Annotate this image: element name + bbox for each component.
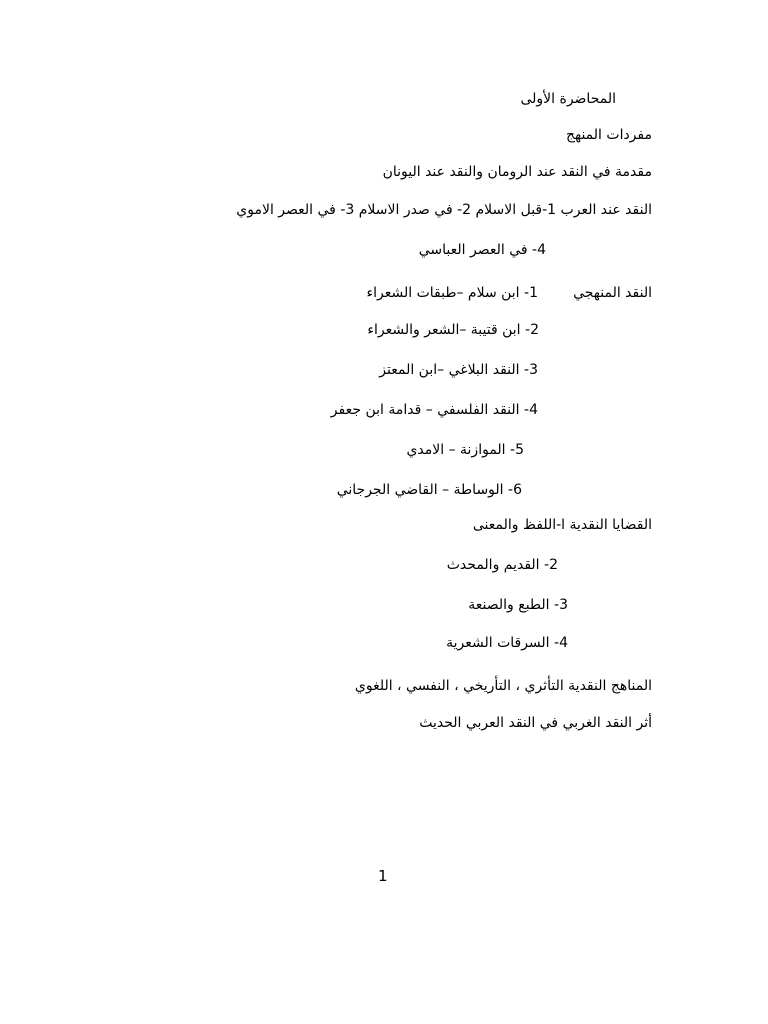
arab-criticism-line: النقد عند العرب 1-قبل الاسلام 2- في صدر الاسلام 3- في العصر الاموي bbox=[236, 202, 652, 218]
critical-approaches-line: المناهج النقدية التأثري ، التأريخي ، النفسي ، اللغوي bbox=[354, 678, 652, 694]
methodical-criticism-label: النقد المنهجي bbox=[573, 285, 652, 301]
methodical-item: 2- ابن قتيبة –الشعر والشعراء bbox=[367, 322, 539, 338]
methodical-item: 4- النقد الفلسفي – قدامة ابن جعفر bbox=[330, 402, 538, 418]
western-impact-line: أثر النقد الغربي في النقد العربي الحديث bbox=[419, 715, 652, 731]
arab-criticism-abbasid: 4- في العصر العباسي bbox=[418, 242, 546, 258]
methodical-item: 5- الموازنة – الامدي bbox=[406, 442, 524, 458]
critical-issue-item: 2- القديم والمحدث bbox=[446, 557, 558, 573]
lecture-title: المحاضرة الأولى bbox=[520, 91, 616, 107]
syllabus-heading: مفردات المنهج bbox=[565, 127, 652, 143]
critical-issue-item: 4- السرقات الشعرية bbox=[446, 635, 568, 651]
methodical-item: 3- النقد البلاغي –ابن المعتز bbox=[379, 362, 538, 378]
methodical-item: 1- ابن سلام –طبقات الشعراء bbox=[366, 285, 538, 301]
intro-line: مقدمة في النقد عند الرومان والنقد عند اليونان bbox=[382, 164, 652, 180]
critical-issues-line: القضايا النقدية ا-اللفظ والمعنى bbox=[472, 517, 652, 533]
page-number: 1 bbox=[378, 867, 388, 885]
critical-issue-item: 3- الطبع والصنعة bbox=[468, 597, 568, 613]
methodical-item: 6- الوساطة – القاضي الجرجاني bbox=[336, 482, 522, 498]
